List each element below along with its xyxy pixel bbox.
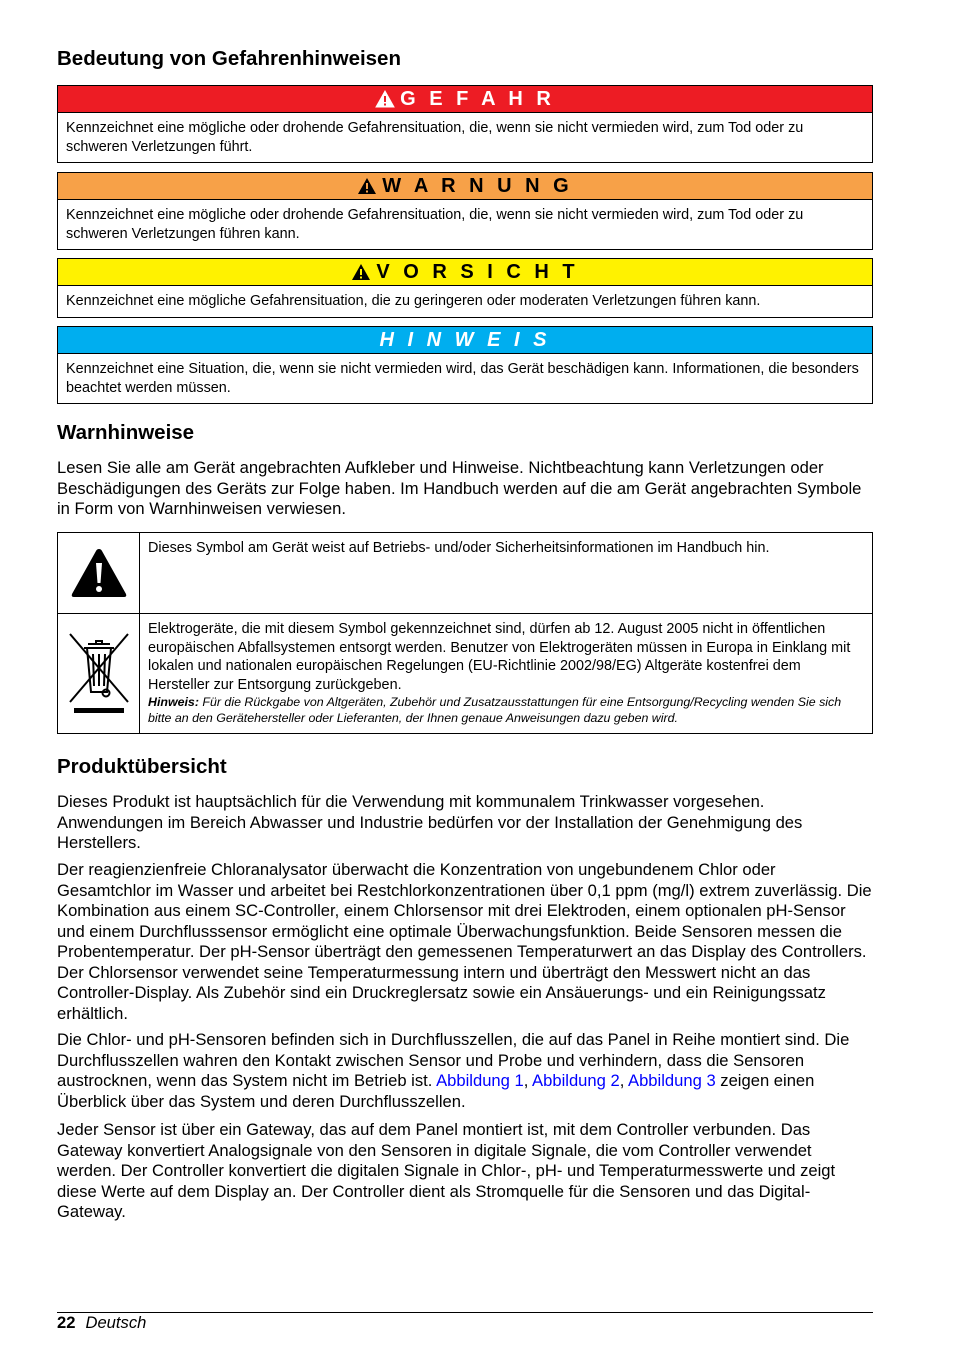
warning-text: Kennzeichnet eine mögliche oder drohende Gefahrensituation, die, wenn sie nicht vermieden wird, zum Tod oder zu schweren Verletzungen führen kann. [66,207,804,242]
warning-triangle-icon [69,546,129,600]
crossed-out-bin-icon [66,632,132,716]
notice-header [58,327,872,354]
notice-text: Kennzeichnet eine Situation, die, wenn sie nicht vermieden wird, das Gerät beschädigen kann. Informationen, die besonders beachtet werden müssen. [66,361,859,396]
symbol-description: Dieses Symbol am Gerät weist auf Betriebs- und/oder Sicherheitsinformationen im Handbuch hin. [148,540,770,556]
note-text: Für die Rückgabe von Altgeräten, Zubehör und Zusatzausstattungen für eine Entsorgung/Recycling wenden Sie sich bitte an den Gerätehersteller oder Lieferanten, der Ihnen genaue Anweisungen dazu geben wird. [148,695,842,725]
caution-label: V O R S I C H T [376,261,579,283]
paragraph-text: zeigen einen Überblick über das System und deren Durchflusszellen. [57,1071,815,1111]
overview-paragraph-3 [57,1030,873,1112]
overview-paragraph-4: Jeder Sensor ist über ein Gateway, das auf dem Panel montiert ist, mit dem Controller verbunden. Das Gateway konvertiert Analogsignale von den Sensoren in digitale Signale, die vom Controller verwendet werden. Der Controller konvertiert die digitalen Signale in Chlor-, pH- und Temperaturmesswerte und zeigt diese Werte auf dem Display an. Der Controller dient als Stromquelle für die Sensoren und das Digital-Gateway. [57,1120,836,1221]
separator: , [619,1071,629,1090]
warnings-intro: Lesen Sie alle am Gerät angebrachten Aufkleber und Hinweise. Nichtbeachtung kann Verletzungen oder Beschädigungen des Geräts zur Folge haben. Im Handbuch werden auf die am Gerät angebrachten Symbole in Form von Warnhinweisen verwiesen. [57,458,862,518]
symbol-row [58,614,872,733]
warning-triangle-icon [357,177,377,195]
symbol-cell [58,614,140,733]
danger-box [57,85,873,163]
separator: , [523,1071,533,1090]
symbol-row [58,533,872,614]
danger-label: G E F A H R [400,88,555,110]
warning-label: W A R N U N G [382,175,573,197]
overview-paragraph-1: Dieses Produkt ist hauptsächlich für die Verwendung mit kommunalem Trinkwasser vorgesehen. Anwendungen im Bereich Abwasser und Industrie bedürfen vor der Installation der Genehmigung des Herstellers. [57,792,803,852]
warning-triangle-icon [351,263,371,281]
figure-3-link[interactable]: Abbildung 3 [628,1071,716,1090]
section-title-overview: Produktübersicht [57,755,227,778]
caution-header [58,259,872,286]
paragraph-text: Die Chlor- und pH-Sensoren befinden sich in Durchflusszellen, die auf das Panel in Reihe montiert sind. Die Durchflusszellen wahren den Kontakt zwischen Sensor und Probe und verhindern, dass die Sensoren austrocknen, wenn das System nicht im Betrieb ist. [57,1030,850,1090]
warning-triangle-icon [375,90,395,108]
footer-language: Deutsch [85,1313,147,1332]
symbol-cell [58,533,140,613]
section-title-hazards: Bedeutung von Gefahrenhinweisen [57,47,401,70]
figure-1-link[interactable]: Abbildung 1 [436,1071,524,1090]
warning-header [58,173,872,200]
caution-text: Kennzeichnet eine mögliche Gefahrensituation, die zu geringeren oder moderaten Verletzungen führen kann. [66,293,761,309]
page-number: 22 [57,1313,76,1332]
note-label: Hinweis: [148,695,199,709]
page-footer [57,1313,146,1333]
disposal-text: Elektrogeräte, die mit diesem Symbol gekennzeichnet sind, dürfen ab 12. August 2005 nicht in öffentlichen europäischen Abfallsystemen entsorgt werden. Benutzer von Elektrogeräten müssen in Europa in Einklang mit lokalen und nationalen europäischen Regelungen (EU-Richtlinie 2002/98/EG) Altgeräte kostenfrei dem Hersteller zur Entsorgung zurückgeben. [148,621,851,693]
warning-box [57,172,873,250]
disposal-note [148,694,864,726]
notice-box [57,326,873,404]
notice-label: H I N W E I S [379,329,551,351]
danger-header [58,86,872,113]
section-title-warnings: Warnhinweise [57,421,195,444]
footer-divider [57,1312,873,1313]
figure-2-link[interactable]: Abbildung 2 [532,1071,620,1090]
caution-box [57,258,873,318]
danger-text: Kennzeichnet eine mögliche oder drohende Gefahrensituation, die, wenn sie nicht vermieden wird, zum Tod oder zu schweren Verletzungen führt. [66,120,804,155]
symbol-description [140,614,872,733]
symbol-table [57,532,873,734]
overview-paragraph-2: Der reagienzienfreie Chloranalysator überwacht die Konzentration von ungebundenem Chlor oder Gesamtchlor im Wasser und arbeitet bei Restchlorkonzentrationen über 0,1 ppm (mg/l) extrem zuverlässig. Die Kombination aus einem SC-Controller, einem Chlorsensor mit drei Elektroden, einem optionalen pH-Sensor und einem Durchflusssensor ermöglicht eine optimale Überwachungsfunktion. Beide Sensoren messen die Probentemperatur. Der pH-Sensor überträgt den gemessenen Temperaturwert an das Display des Controllers. Der Chlorsensor verwendet seine Temperaturmessung intern und überträgt den Messwert nicht an das Controller-Display. Als Zubehör sind ein Druckreglersatz sowie ein Ansäuerungs- und ein Reinigungssatz erhältlich. [57,860,872,1023]
